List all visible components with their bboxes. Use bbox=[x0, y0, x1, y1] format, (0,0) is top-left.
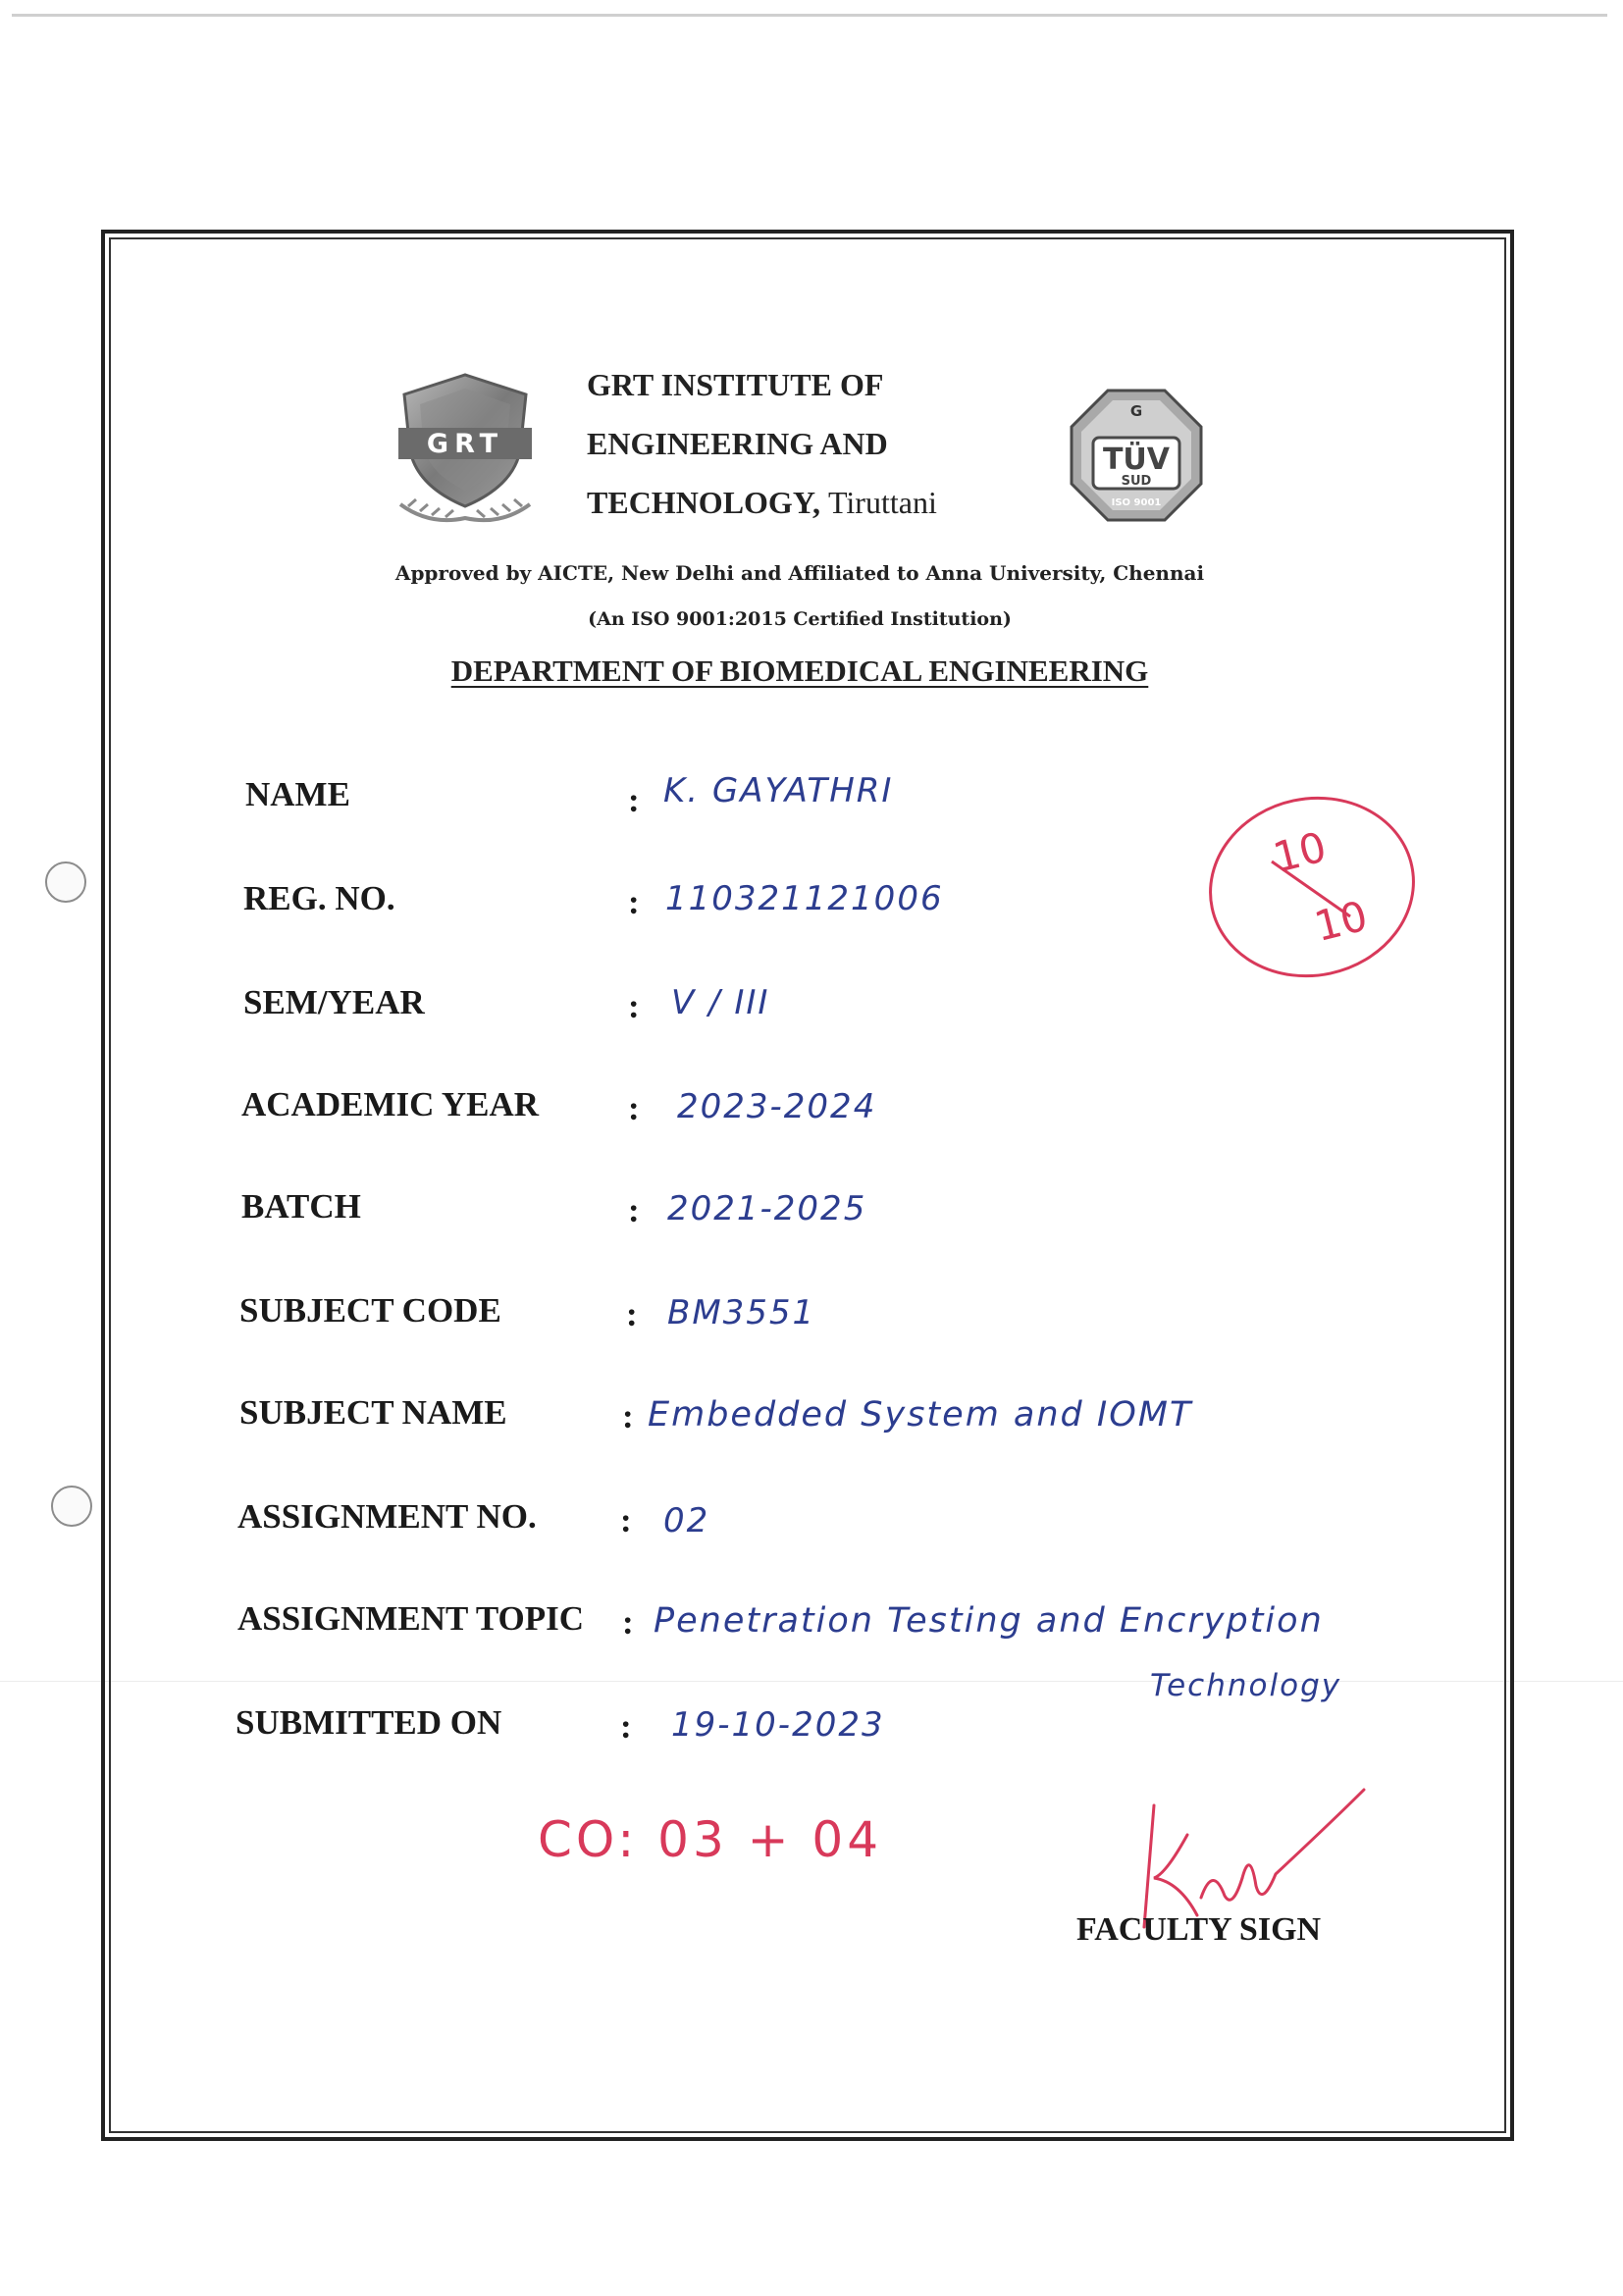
faculty-sign-label: FACULTY SIGN bbox=[1076, 1911, 1322, 1948]
tuv-badge-top: G bbox=[1129, 402, 1143, 420]
colon-sem-year: : bbox=[628, 987, 640, 1025]
value-name: K. GAYATHRI bbox=[663, 771, 894, 810]
colon-name: : bbox=[628, 781, 640, 819]
iso-certification-note: (An ISO 9001:2015 Certified Institution) bbox=[588, 608, 1012, 630]
value-subject-name: Embedded System and IOMT bbox=[648, 1395, 1193, 1435]
colon-subject-name: : bbox=[622, 1397, 634, 1435]
label-name: NAME bbox=[245, 775, 350, 813]
label-submitted-on: SUBMITTED ON bbox=[236, 1703, 502, 1742]
institute-name-line3-text: TECHNOLOGY, bbox=[587, 485, 820, 520]
tuv-badge-iso: ISO 9001 bbox=[1111, 497, 1162, 508]
colon-assignment-topic: : bbox=[622, 1603, 634, 1642]
value-submitted-on: 19-10-2023 bbox=[671, 1705, 885, 1745]
colon-reg-no: : bbox=[628, 883, 640, 921]
institute-name-line2: ENGINEERING AND bbox=[587, 426, 888, 461]
tuv-certification-badge bbox=[1068, 387, 1205, 524]
scan-top-rule bbox=[12, 14, 1607, 17]
value-sem-year: V / III bbox=[671, 983, 770, 1022]
marks-circle bbox=[1203, 791, 1421, 983]
institute-place: Tiruttani bbox=[827, 485, 937, 520]
value-reg-no: 110321121006 bbox=[665, 879, 944, 918]
colon-assignment-no: : bbox=[620, 1501, 632, 1539]
colon-subject-code: : bbox=[626, 1295, 638, 1333]
value-assignment-topic: Penetration Testing and Encryption bbox=[654, 1601, 1324, 1641]
value-assignment-no: 02 bbox=[663, 1501, 710, 1540]
label-reg-no: REG. NO. bbox=[243, 879, 395, 917]
marks-total: 10 bbox=[1309, 891, 1373, 952]
label-batch: BATCH bbox=[241, 1187, 361, 1226]
institute-name-line3 bbox=[587, 485, 937, 521]
colon-submitted-on: : bbox=[620, 1707, 632, 1746]
value-assignment-topic-line2: Technology bbox=[1150, 1668, 1342, 1703]
value-batch: 2021-2025 bbox=[667, 1189, 867, 1228]
value-academic-year: 2023-2024 bbox=[677, 1087, 877, 1126]
colon-batch: : bbox=[628, 1191, 640, 1229]
value-subject-code: BM3551 bbox=[667, 1293, 816, 1332]
tuv-badge-sub: SUD bbox=[1121, 474, 1152, 489]
colon-academic-year: : bbox=[628, 1089, 640, 1127]
label-assignment-topic: ASSIGNMENT TOPIC bbox=[237, 1599, 585, 1638]
approval-statement: Approved by AICTE, New Delhi and Affiliated to Anna University, Chennai bbox=[394, 561, 1205, 585]
label-assignment-no: ASSIGNMENT NO. bbox=[237, 1497, 537, 1536]
label-subject-code: SUBJECT CODE bbox=[239, 1291, 501, 1330]
department-title bbox=[294, 653, 1305, 689]
marks-obtained: 10 bbox=[1268, 822, 1332, 882]
label-sem-year: SEM/YEAR bbox=[243, 983, 425, 1021]
course-outcomes-note: CO: 03 + 04 bbox=[538, 1811, 883, 1868]
label-academic-year: ACADEMIC YEAR bbox=[241, 1085, 540, 1123]
punch-hole-bottom bbox=[51, 1486, 92, 1527]
department-title-text: DEPARTMENT OF BIOMEDICAL ENGINEERING bbox=[450, 653, 1149, 688]
grt-logo-text: GRT bbox=[426, 429, 504, 459]
grt-shield-logo bbox=[391, 371, 540, 528]
institute-name-line1: GRT INSTITUTE OF bbox=[587, 367, 884, 402]
punch-hole-top bbox=[45, 861, 86, 903]
label-subject-name: SUBJECT NAME bbox=[239, 1393, 507, 1432]
tuv-badge-main: TÜV bbox=[1102, 443, 1171, 477]
